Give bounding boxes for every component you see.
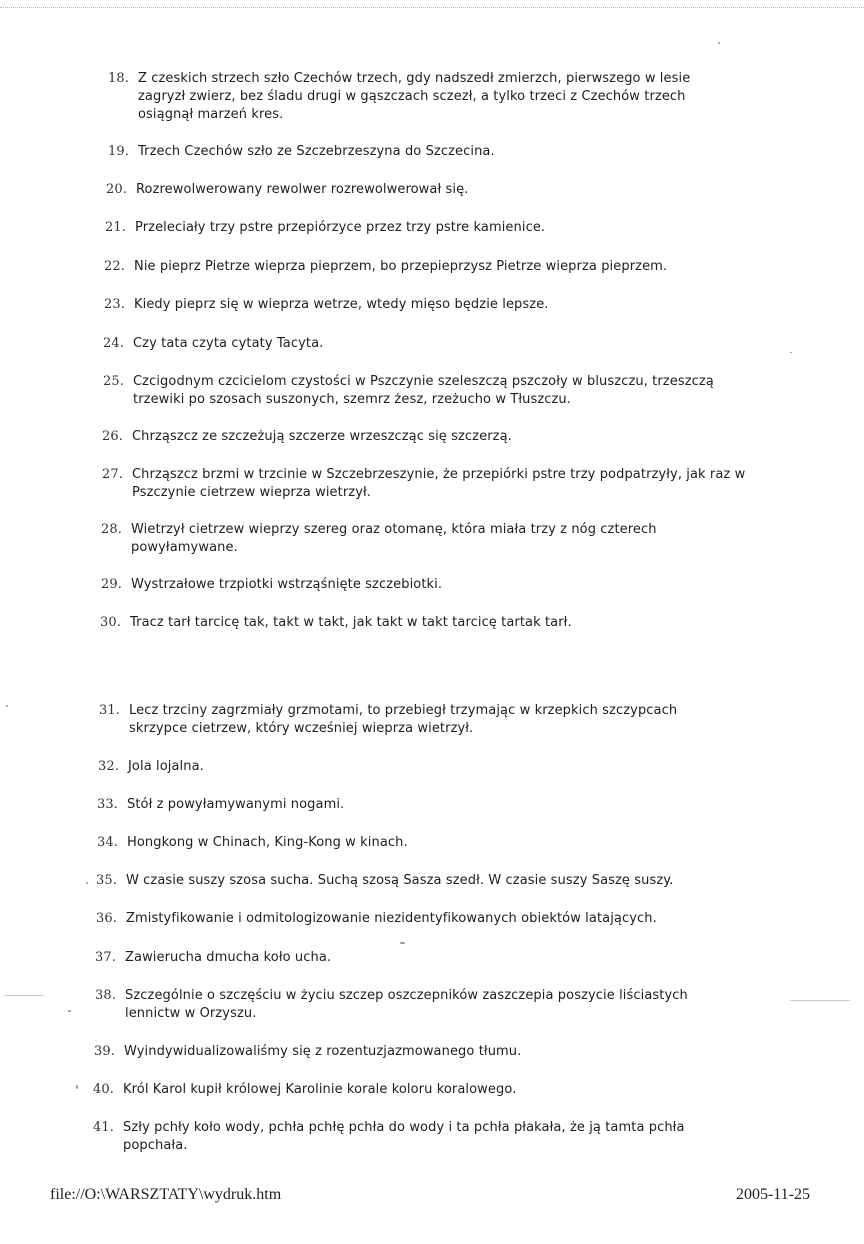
footer-date: 2005-11-25 — [735, 1186, 810, 1203]
item-text: Tracz tarł tarcicę tak, takt w takt, jak takt w takt tarcicę tartak tarł. — [130, 615, 572, 630]
item-text: Chrząszcz brzmi w trzcinie w Szczebrzeszynie, że przepiórki pstre trzy podpatrzyły, jak raz w Pszczynie cietrzew wieprza wietrzył. — [132, 467, 746, 500]
item-text: W czasie suszy szosa sucha. Suchą szosą Sasza szedł. W czasie suszy Saszę suszy. — [126, 873, 674, 888]
item-number: 35. — [96, 873, 117, 888]
scan-speck — [86, 882, 88, 884]
item-number: 31. — [99, 703, 120, 718]
item-text: Zawierucha dmucha koło ucha. — [125, 950, 332, 965]
item-number: 24. — [103, 336, 124, 351]
item-number: 23. — [104, 297, 125, 312]
item-number: 29. — [101, 577, 122, 592]
item-number: 20. — [106, 182, 127, 197]
item-text: Zmistyfikowanie i odmitologizowanie niezidentyfikowanych obiektów latających. — [126, 911, 657, 926]
item-number: 18. — [108, 71, 129, 86]
item-number: 38. — [95, 988, 116, 1003]
item-number: 34. — [97, 835, 118, 850]
item-number: 28. — [101, 522, 122, 537]
scan-speck — [76, 1085, 78, 1089]
item-number: 21. — [105, 220, 126, 235]
scan-speck — [718, 42, 720, 44]
item-text: Wyindywidualizowaliśmy się z rozentuzjazmowanego tłumu. — [124, 1044, 522, 1059]
item-text: Szczególnie o szczęściu w życiu szczep oszczepników zaszczepia poszycie liściastych lennictw w Orzyszu. — [125, 988, 688, 1021]
item-text: Trzech Czechów szło ze Szczebrzeszyna do Szczecina. — [138, 144, 495, 159]
item-text: Kiedy pieprz się w wieprza wetrze, wtedy mięso będzie lepsze. — [134, 297, 549, 312]
item-text: Lecz trzciny zagrzmiały grzmotami, to przebiegł trzymając w krzepkich szczypcach skrzypce cietrzew, który wcześniej wieprza wietrzył. — [129, 703, 678, 736]
item-number: 25. — [103, 374, 124, 389]
scan-speck — [68, 1010, 71, 1012]
item-text: Stół z powyłamywanymi nogami. — [127, 797, 345, 812]
item-number: 33. — [97, 797, 118, 812]
item-text: Król Karol kupił królowej Karolinie korale koloru koralowego. — [123, 1082, 517, 1097]
footer-file-path: file://O:\WARSZTATY\wydruk.htm — [50, 1186, 282, 1203]
item-text: Wietrzył cietrzew wieprzy szereg oraz otomanę, która miała trzy z nóg czterech powyłamywane. — [131, 522, 657, 555]
scan-speck — [790, 352, 792, 353]
scan-speck — [6, 705, 8, 707]
item-number: 41. — [93, 1120, 114, 1135]
item-text: Czy tata czyta cytaty Tacyta. — [133, 336, 324, 351]
item-number: 32. — [98, 759, 119, 774]
scan-speck — [400, 942, 405, 944]
item-number: 22. — [104, 259, 125, 274]
item-text: Jola lojalna. — [128, 759, 204, 774]
item-text: Hongkong w Chinach, King-Kong w kinach. — [127, 835, 408, 850]
item-number: 27. — [102, 467, 123, 482]
item-text: Chrząszcz ze szczeżują szczerze wrzeszcząc się szczerzą. — [132, 429, 512, 444]
item-number: 19. — [108, 144, 129, 159]
item-number: 40. — [93, 1082, 114, 1097]
item-text: Szły pchły koło wody, pchła pchłę pchła do wody i ta pchła płakała, że ją tamta pchła popchała. — [123, 1120, 685, 1153]
item-text: Czcigodnym czcicielom czystości w Pszczynie szeleszczą pszczoły w bluszczu, trzeszczą trzewiki po szosach suszonych, szemrz żesz, rzeżucho w Tłuszczu. — [133, 374, 714, 407]
scan-speck — [4, 995, 44, 996]
item-text: Nie pieprz Pietrze wieprza pieprzem, bo przepieprzysz Pietrze wieprza pieprzem. — [134, 259, 668, 274]
top-border-line — [0, 7, 864, 8]
item-text: Z czeskich strzech szło Czechów trzech, gdy nadszedł zmierzch, pierwszego w lesie zagryzł zwierz, bez śladu drugi w gąszczach sczezł, a tylko trzeci z Czechów trzech osiągnął marzeń kres. — [138, 71, 691, 122]
item-text: Rozrewolwerowany rewolwer rozrewolwerował się. — [136, 182, 469, 197]
item-number: 39. — [94, 1044, 115, 1059]
item-number: 36. — [96, 911, 117, 926]
item-number: 30. — [100, 615, 121, 630]
item-text: Przeleciały trzy pstre przepiórzyce przez trzy pstre kamienice. — [135, 220, 546, 235]
item-number: 26. — [102, 429, 123, 444]
item-number: 37. — [95, 950, 116, 965]
scan-speck — [790, 1000, 850, 1001]
item-text: Wystrzałowe trzpiotki wstrząśnięte szczebiotki. — [131, 577, 443, 592]
